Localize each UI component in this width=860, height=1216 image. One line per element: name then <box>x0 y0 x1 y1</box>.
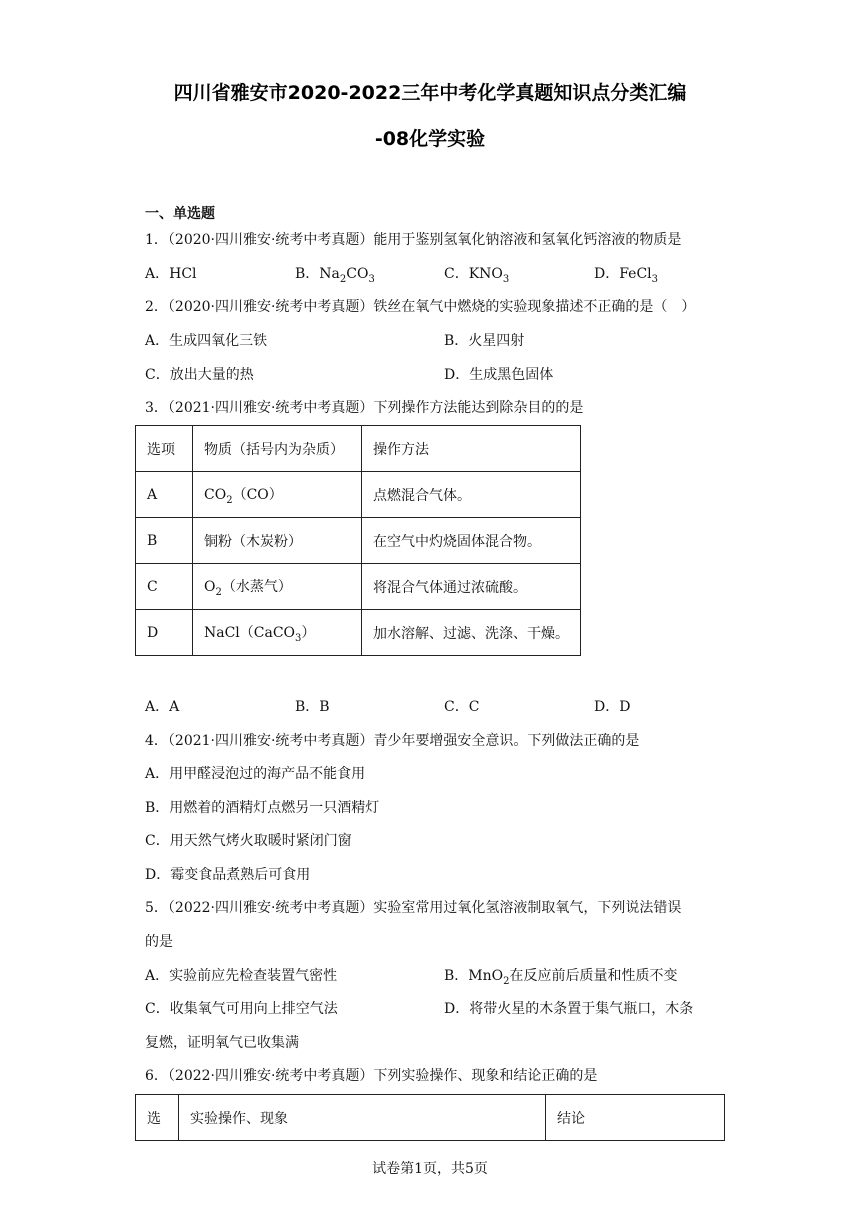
q4-option-d: D．霉变食品煮熟后可食用 <box>145 867 311 883</box>
q6-stem: 6．（2022·四川雅安·统考中考真题）下列实验操作、现象和结论正确的是 <box>145 1068 598 1084</box>
q2-stem: 2．（2020·四川雅安·统考中考真题）铁丝在氧气中燃烧的实验现象描述不正确的是（ ） <box>145 299 696 315</box>
q3-option-d: D．D <box>594 699 631 715</box>
table-row <box>136 472 581 518</box>
table-header-cell: 操作方法 <box>362 426 581 472</box>
doc-title-line2: -08化学实验 <box>374 128 486 150</box>
q4-option-a: A．用甲醛浸泡过的海产品不能食用 <box>145 766 366 782</box>
q5-option-d-line1: D．将带火星的木条置于集气瓶口，木条 <box>444 1001 694 1017</box>
q4-option-b: B．用燃着的酒精灯点燃另一只酒精灯 <box>145 800 380 816</box>
q2-option-c: C．放出大量的热 <box>145 367 254 383</box>
q3-option-a: A．A <box>145 699 180 715</box>
q2-option-b: B．火星四射 <box>444 333 525 349</box>
table-cell-option: D <box>136 610 193 656</box>
q2-option-a: A．生成四氧化三铁 <box>145 333 268 349</box>
table-header-cell: 选 <box>136 1095 179 1141</box>
table-cell-method: 将混合气体通过浓硫酸。 <box>362 564 581 610</box>
table-cell-method: 点燃混合气体。 <box>362 472 581 518</box>
table-cell-substance: $O_2$（水蒸气） <box>193 564 362 610</box>
q3-stem: 3．（2021·四川雅安·统考中考真题）下列操作方法能达到除杂目的的是 <box>145 400 584 416</box>
q5-stem-line1: 5．（2022·四川雅安·统考中考真题）实验室常用过氧化氢溶液制取氧气，下列说法错误 <box>145 900 682 916</box>
q4-stem: 4．（2021·四川雅安·统考中考真题）青少年要增强安全意识。下列做法正确的是 <box>145 733 640 749</box>
doc-title-line1: 四川省雅安市2020-2022三年中考化学真题知识点分类汇编 <box>173 82 687 104</box>
q1-option-a: A．HCl <box>145 266 197 282</box>
q5-option-d-line2: 复燃，证明氧气已收集满 <box>145 1035 299 1051</box>
q5-option-c: C．收集氧气可用向上排空气法 <box>145 1001 338 1017</box>
table-row <box>136 610 581 656</box>
table-cell-substance: $CO_2(CO)$ <box>193 472 362 518</box>
table-cell-option: A <box>136 472 193 518</box>
table-cell-method: 加水溶解、过滤、洗涤、干燥。 <box>362 610 581 656</box>
table-cell-option: B <box>136 518 193 564</box>
section-heading: 一、单选题 <box>145 206 215 222</box>
q4-option-c: C．用天然气烤火取暖时紧闭门窗 <box>145 833 352 849</box>
q3-option-b: B．B <box>295 699 330 715</box>
q5-option-a: A．实验前应先检查装置气密性 <box>145 968 338 984</box>
page-footer: 试卷第1页，共5页 <box>372 1161 488 1177</box>
q6-table <box>135 1094 725 1141</box>
table-cell-method: 在空气中灼烧固体混合物。 <box>362 518 581 564</box>
table-header-row <box>136 426 581 472</box>
q3-table <box>135 425 581 656</box>
q1-option-c: C．$KNO_3$ <box>444 266 510 285</box>
q2-option-d: D．生成黑色固体 <box>444 367 554 383</box>
table-header-cell: 选项 <box>136 426 193 472</box>
table-header-cell: 实验操作、现象 <box>179 1095 546 1141</box>
q1-option-d: D．FeCl$_3$ <box>594 266 659 285</box>
table-row <box>136 518 581 564</box>
q5-option-b: B．MnO$_2$在反应前后质量和性质不变 <box>444 968 678 987</box>
table-cell-option: C <box>136 564 193 610</box>
q1-option-b: B．$Na_2CO_3$ <box>295 266 375 285</box>
q5-stem-line2: 的是 <box>145 934 173 950</box>
table-header-row <box>136 1095 725 1141</box>
q3-option-c: C．C <box>444 699 480 715</box>
q1-stem: 1．（2020·四川雅安·统考中考真题）能用于鉴别氢氧化钠溶液和氢氧化钙溶液的物质是 <box>145 232 682 248</box>
table-row <box>136 564 581 610</box>
table-cell-substance: 铜粉（木炭粉） <box>193 518 362 564</box>
table-cell-substance: NaCl（CaCO$_3$） <box>193 610 362 656</box>
table-header-cell: 结论 <box>546 1095 725 1141</box>
table-header-cell: 物质（括号内为杂质） <box>193 426 362 472</box>
